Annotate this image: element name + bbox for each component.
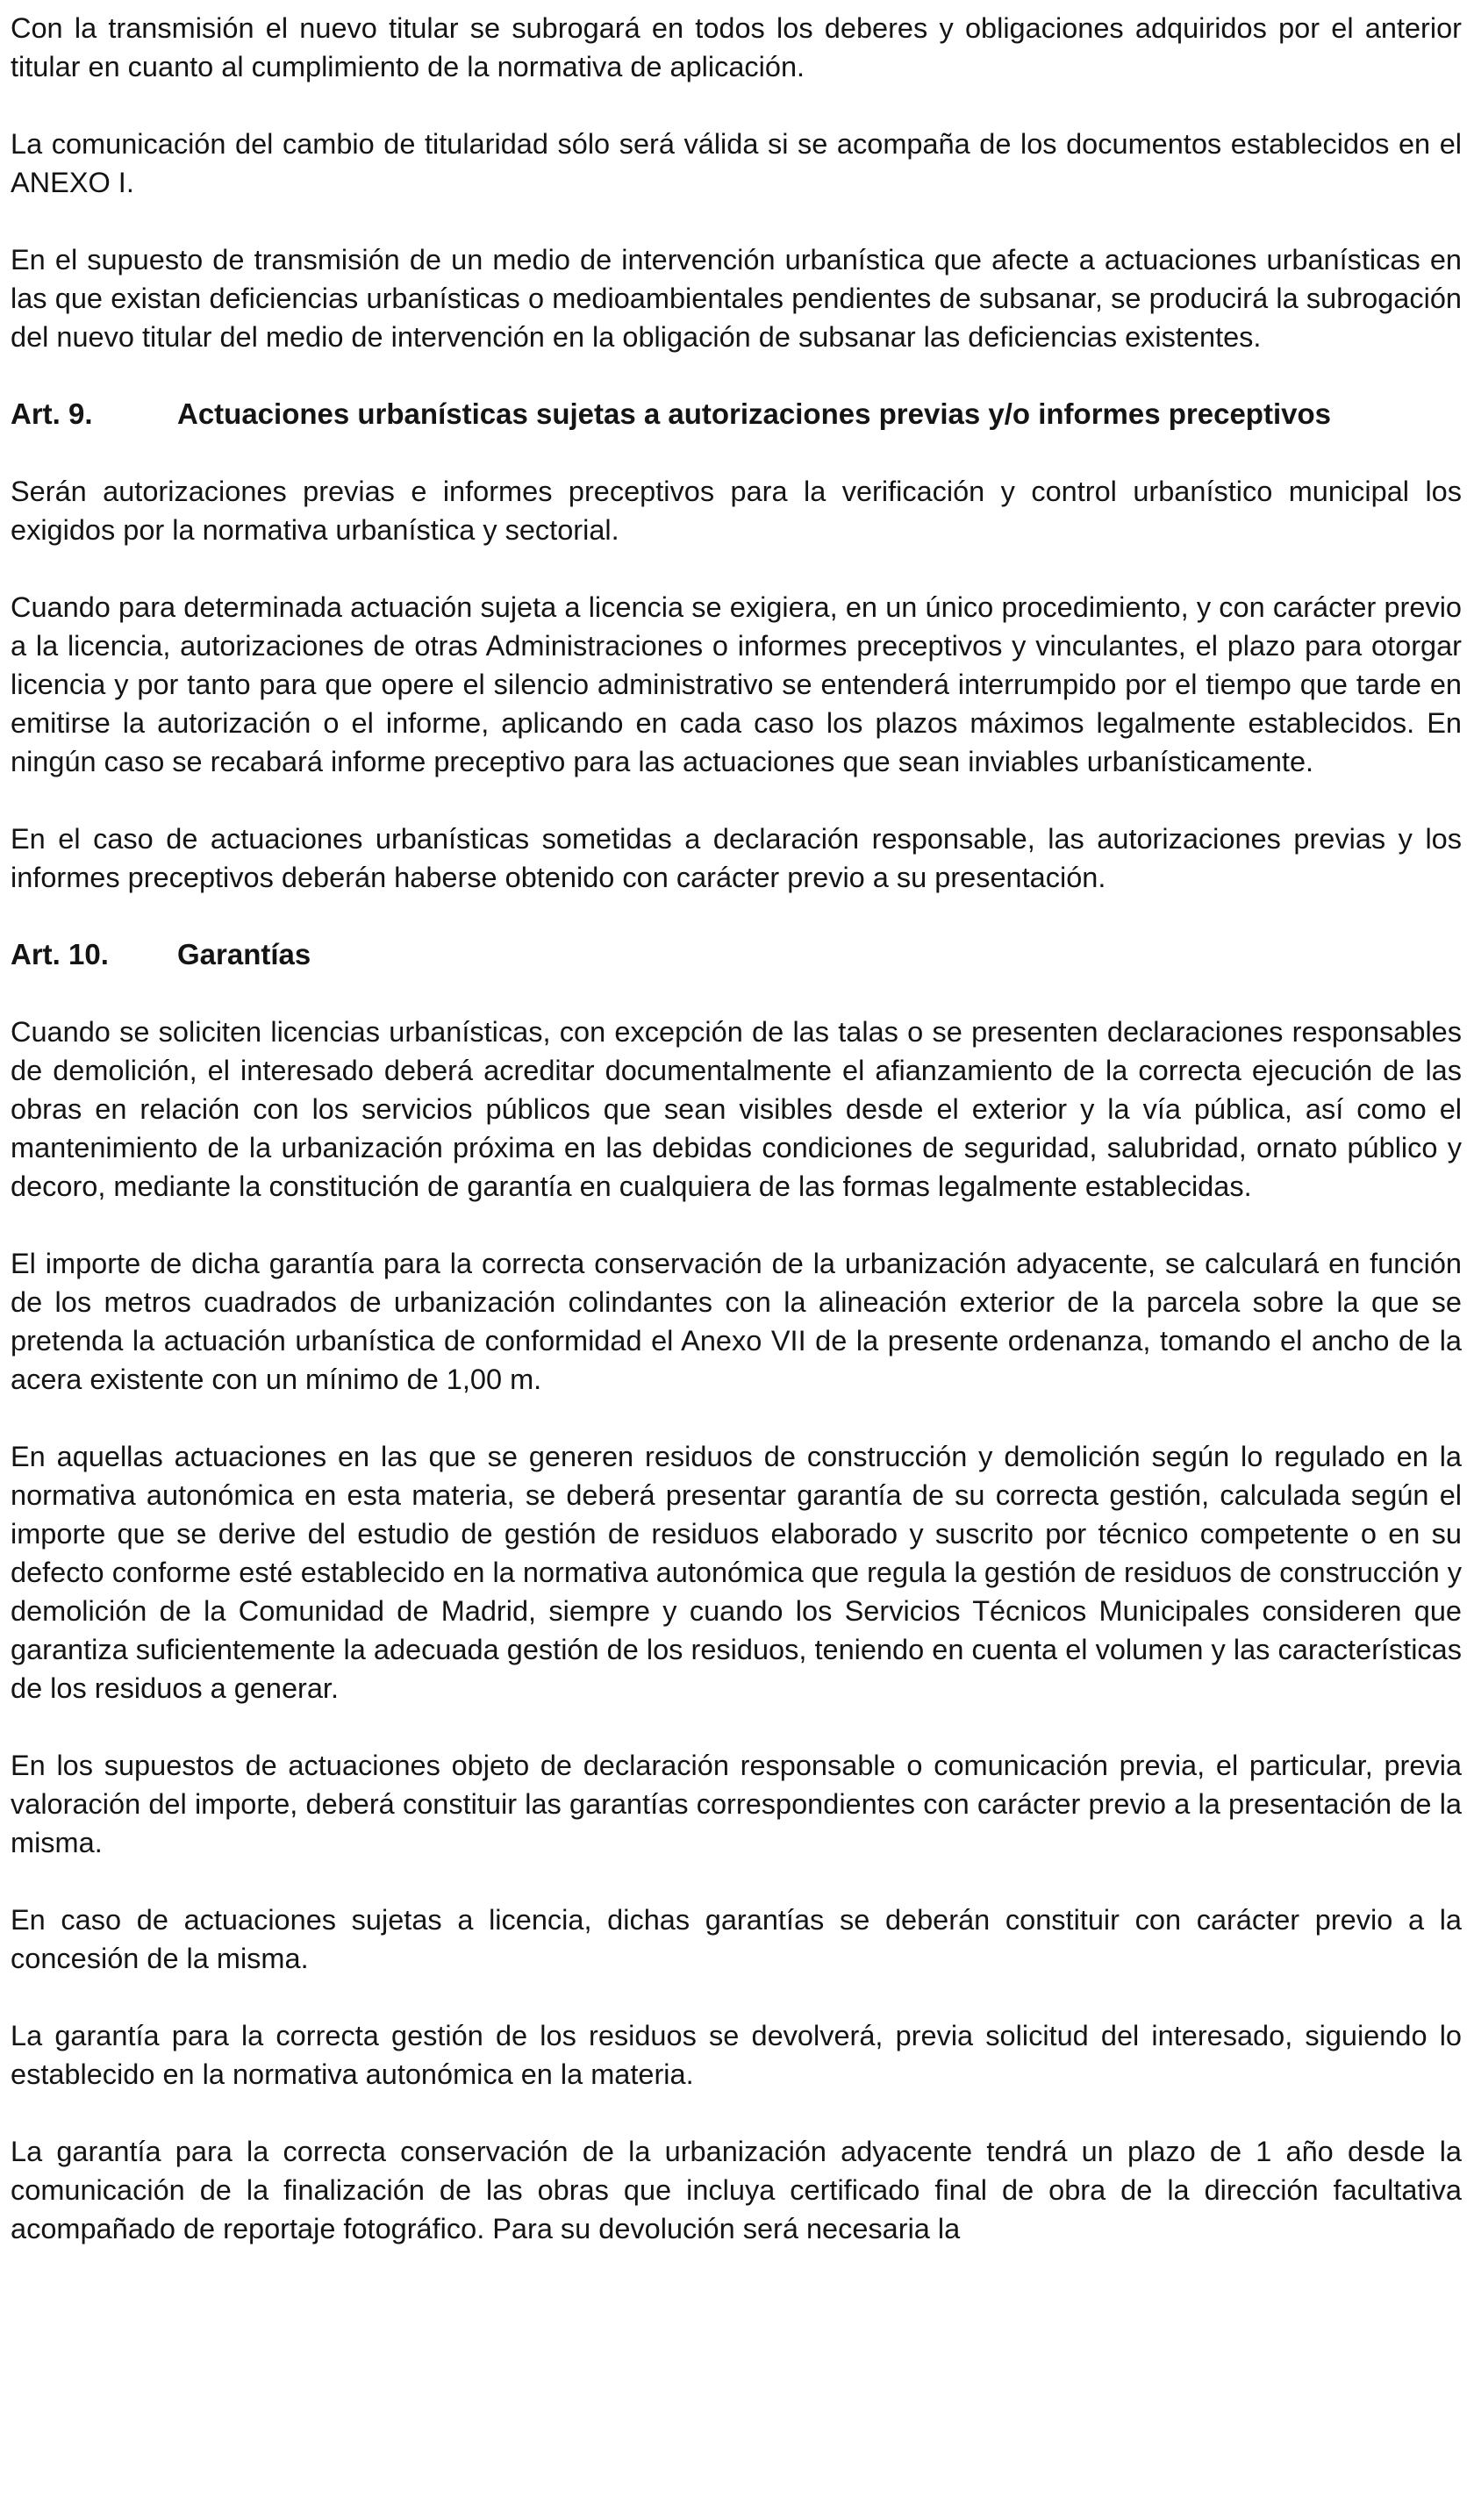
article-10-paragraph: En aquellas actuaciones en las que se generen residuos de construcción y demolición según lo regulado en la normativa autonómica en esta materia, se deberá presentar garantía de su correcta gestión, calculada según el importe que se derive del estudio de gestión de residuos elaborado y suscrito por técnico competente o en su defecto conforme esté establecido en la normativa autonómica que regula la gestión de residuos de construcción y demolición de la Comunidad de Madrid, siempre y cuando los Servicios Técnicos Municipales consideren que garantiza suficientemente la adecuada gestión de los residuos, teniendo en cuenta el volumen y las características de los residuos a generar. [11,1441,1462,1704]
article-9-title: Actuaciones urbanísticas sujetas a autorizaciones previas y/o informes preceptivos [177,397,1331,430]
article-10-title: Garantías [177,938,311,970]
article-9-paragraph: Cuando para determinada actuación sujeta a licencia se exigiera, en un único procedimiento, y con carácter previo a la licencia, autorizaciones de otras Administraciones o informes preceptivos y vinculantes, el plazo para otorgar licencia y por tanto para que opere el silencio administrativo se entenderá interrumpido por el tiempo que tarde en emitirse la autorización o el informe, aplicando en cada caso los plazos máximos legalmente establecidos. En ningún caso se recabará informe preceptivo para las actuaciones que sean inviables urbanísticamente. [11,591,1462,777]
article-10-paragraph: En caso de actuaciones sujetas a licencia, dichas garantías se deberán constituir con carácter previo a la concesión de la misma. [11,1904,1462,1974]
article-10-paragraph: El importe de dicha garantía para la correcta conservación de la urbanización adyacente, se calculará en función de los metros cuadrados de urbanización colindantes con la alineación exterior de la parcela sobre la que se pretenda la actuación urbanística de conformidad el Anexo VII de la presente ordenanza, tomando el ancho de la acera existente con un mínimo de 1,00 m. [11,1248,1462,1395]
article-9-heading [11,395,1462,433]
paragraph-transmission-subrogation: Con la transmisión el nuevo titular se subrogará en todos los deberes y obligaciones adquiridos por el anterior titular en cuanto al cumplimiento de la normativa de aplicación. [11,12,1462,82]
paragraph-ownership-change-validity: La comunicación del cambio de titularidad sólo será válida si se acompaña de los documentos establecidos en el ANEXO I. [11,128,1462,198]
article-10-heading [11,935,1462,974]
article-9-paragraph: En el caso de actuaciones urbanísticas sometidas a declaración responsable, las autorizaciones previas y los informes preceptivos deberán haberse obtenido con carácter previo a su presentación. [11,823,1462,893]
article-10-paragraph: La garantía para la correcta gestión de los residuos se devolverá, previa solicitud del interesado, siguiendo lo establecido en la normativa autonómica en la materia. [11,2020,1462,2090]
article-9-number: Art. 9. [11,397,93,430]
article-10-number: Art. 10. [11,938,109,970]
article-10-paragraph: La garantía para la correcta conservación de la urbanización adyacente tendrá un plazo de 1 año desde la comunicación de la finalización de las obras que incluya certificado final de obra de la dirección facultativa acompañado de reportaje fotográfico. Para su devolución será necesaria la [11,2136,1462,2244]
article-10-paragraph: En los supuestos de actuaciones objeto de declaración responsable o comunicación previa, el particular, previa valoración del importe, deberá constituir las garantías correspondientes con carácter previo a la presentación de la misma. [11,1750,1462,1858]
article-9-paragraph: Serán autorizaciones previas e informes preceptivos para la verificación y control urbanístico municipal los exigidos por la normativa urbanística y sectorial. [11,476,1462,546]
article-10-paragraph: Cuando se soliciten licencias urbanísticas, con excepción de las talas o se presenten declaraciones responsables de demolición, el interesado deberá acreditar documentalmente el afianzamiento de la correcta ejecución de las obras en relación con los servicios públicos que sean visibles desde el exterior y la vía pública, así como el mantenimiento de la urbanización próxima en las debidas condiciones de seguridad, salubridad, ornato público y decoro, mediante la constitución de garantía en cualquiera de las formas legalmente establecidas. [11,1016,1462,1202]
paragraph-deficiencies-subrogation: En el supuesto de transmisión de un medio de intervención urbanística que afecte a actuaciones urbanísticas en las que existan deficiencias urbanísticas o medioambientales pendientes de subsanar, se producirá la subrogación del nuevo titular del medio de intervención en la obligación de subsanar las deficiencias existentes. [11,244,1462,353]
document-page [11,9,1462,2248]
